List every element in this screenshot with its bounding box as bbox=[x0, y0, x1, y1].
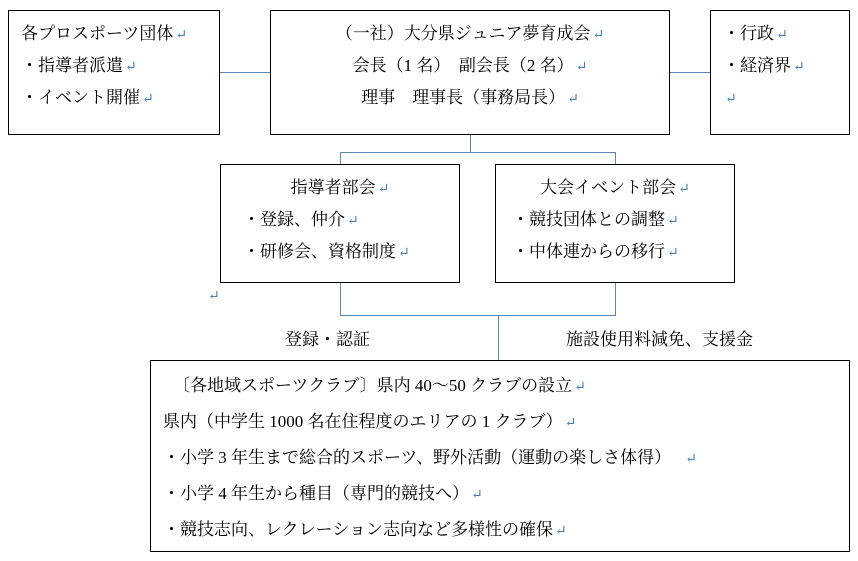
cr-mark-icon: ↵ bbox=[398, 246, 410, 261]
box-regional-sports-clubs bbox=[150, 360, 850, 552]
box-leader-line-2: ・登録、仲介 ↵ bbox=[243, 210, 359, 229]
box-pro-sports-organizations bbox=[8, 10, 220, 135]
connector-to-leader-division bbox=[340, 152, 341, 164]
connector-leader-division-down bbox=[340, 283, 341, 315]
box-pro-line-3: ・イベント開催 ↵ bbox=[21, 88, 154, 107]
box-club-line-1: 〔各地域スポーツクラブ〕県内 40〜50 クラブの設立 ↵ bbox=[173, 376, 586, 395]
cr-mark-icon: ↵ bbox=[725, 92, 737, 107]
box-event-division bbox=[495, 164, 735, 283]
cr-mark-icon: ↵ bbox=[667, 214, 679, 229]
cr-mark-icon: ↵ bbox=[592, 28, 605, 43]
cr-mark-icon: ↵ bbox=[667, 246, 679, 261]
box-club-line-5: ・競技志向、レクレーション志向など多様性の確保 ↵ bbox=[163, 520, 567, 539]
cr-mark-icon: ↵ bbox=[175, 28, 188, 43]
cr-mark-icon: ↵ bbox=[377, 182, 390, 197]
cr-mark-icon: ↵ bbox=[575, 60, 588, 75]
box-pro-line-2: ・指導者派遣 ↵ bbox=[21, 56, 137, 75]
connector-center-down bbox=[470, 135, 471, 152]
box-event-line-2: ・競技団体との調整 ↵ bbox=[512, 210, 679, 229]
cr-mark-icon: ↵ bbox=[125, 60, 137, 75]
connector-club-bus bbox=[340, 315, 616, 316]
connector-division-bus bbox=[340, 152, 615, 153]
cr-mark-icon: ↵ bbox=[142, 92, 154, 107]
box-leader-line-3: ・研修会、資格制度 ↵ bbox=[243, 242, 410, 261]
cr-mark-icon: ↵ bbox=[471, 488, 483, 503]
box-administration-economy bbox=[710, 10, 850, 135]
cr-mark-icon: ↵ bbox=[574, 380, 586, 395]
label-facility-support: 施設使用料減免、支援金 bbox=[566, 330, 753, 349]
connector-center-to-admin bbox=[670, 72, 710, 73]
connector-to-event-division bbox=[615, 152, 616, 164]
cr-mark-icon: ↵ bbox=[564, 416, 577, 431]
box-admin-line-3 bbox=[723, 83, 837, 115]
connector-event-division-down bbox=[615, 283, 616, 315]
box-club-line-3: ・小学 3 年生まで総合的スポーツ、野外活動（運動の楽しさ体得） ↵ bbox=[163, 448, 697, 467]
box-club-line-4: ・小学 4 年生から種目（専門的競技へ） ↵ bbox=[163, 484, 483, 503]
box-event-line-3: ・中体連からの移行 ↵ bbox=[512, 242, 679, 261]
cr-mark-icon: ↵ bbox=[567, 92, 579, 107]
box-center-organization bbox=[270, 10, 670, 135]
connector-bus-to-club bbox=[498, 315, 499, 360]
box-admin-line-2: ・経済界 ↵ bbox=[723, 56, 805, 75]
cr-mark-icon: ↵ bbox=[685, 452, 697, 467]
label-registration-certification: 登録・認証 bbox=[285, 330, 370, 349]
box-center-line-3: 理事 理事長（事務局長） ↵ bbox=[361, 88, 579, 107]
box-center-line-1: （一社）大分県ジュニア夢育成会 ↵ bbox=[335, 24, 605, 43]
box-center-line-2: 会長（1 名） 副会長（2 名） ↵ bbox=[352, 56, 588, 75]
connector-pro-to-center bbox=[220, 72, 270, 73]
box-admin-line-1: ・行政 ↵ bbox=[723, 24, 788, 43]
cr-mark-icon: ↵ bbox=[554, 524, 567, 539]
box-event-line-1: 大会イベント部会 ↵ bbox=[540, 178, 690, 197]
cr-mark-icon: ↵ bbox=[776, 28, 788, 43]
cr-mark-icon: ↵ bbox=[347, 214, 359, 229]
box-pro-line-1: 各プロスポーツ団体 ↵ bbox=[21, 24, 188, 43]
cr-mark-icon: ↵ bbox=[793, 60, 805, 75]
box-leader-division bbox=[220, 164, 460, 283]
box-leader-line-1: 指導者部会 ↵ bbox=[290, 178, 390, 197]
cr-mark-icon: ↵ bbox=[678, 182, 690, 197]
cr-mark-icon-floating: ↵ bbox=[208, 289, 220, 304]
box-club-line-2: 県内（中学生 1000 名在住程度のエリアの 1 クラブ） ↵ bbox=[163, 412, 577, 431]
